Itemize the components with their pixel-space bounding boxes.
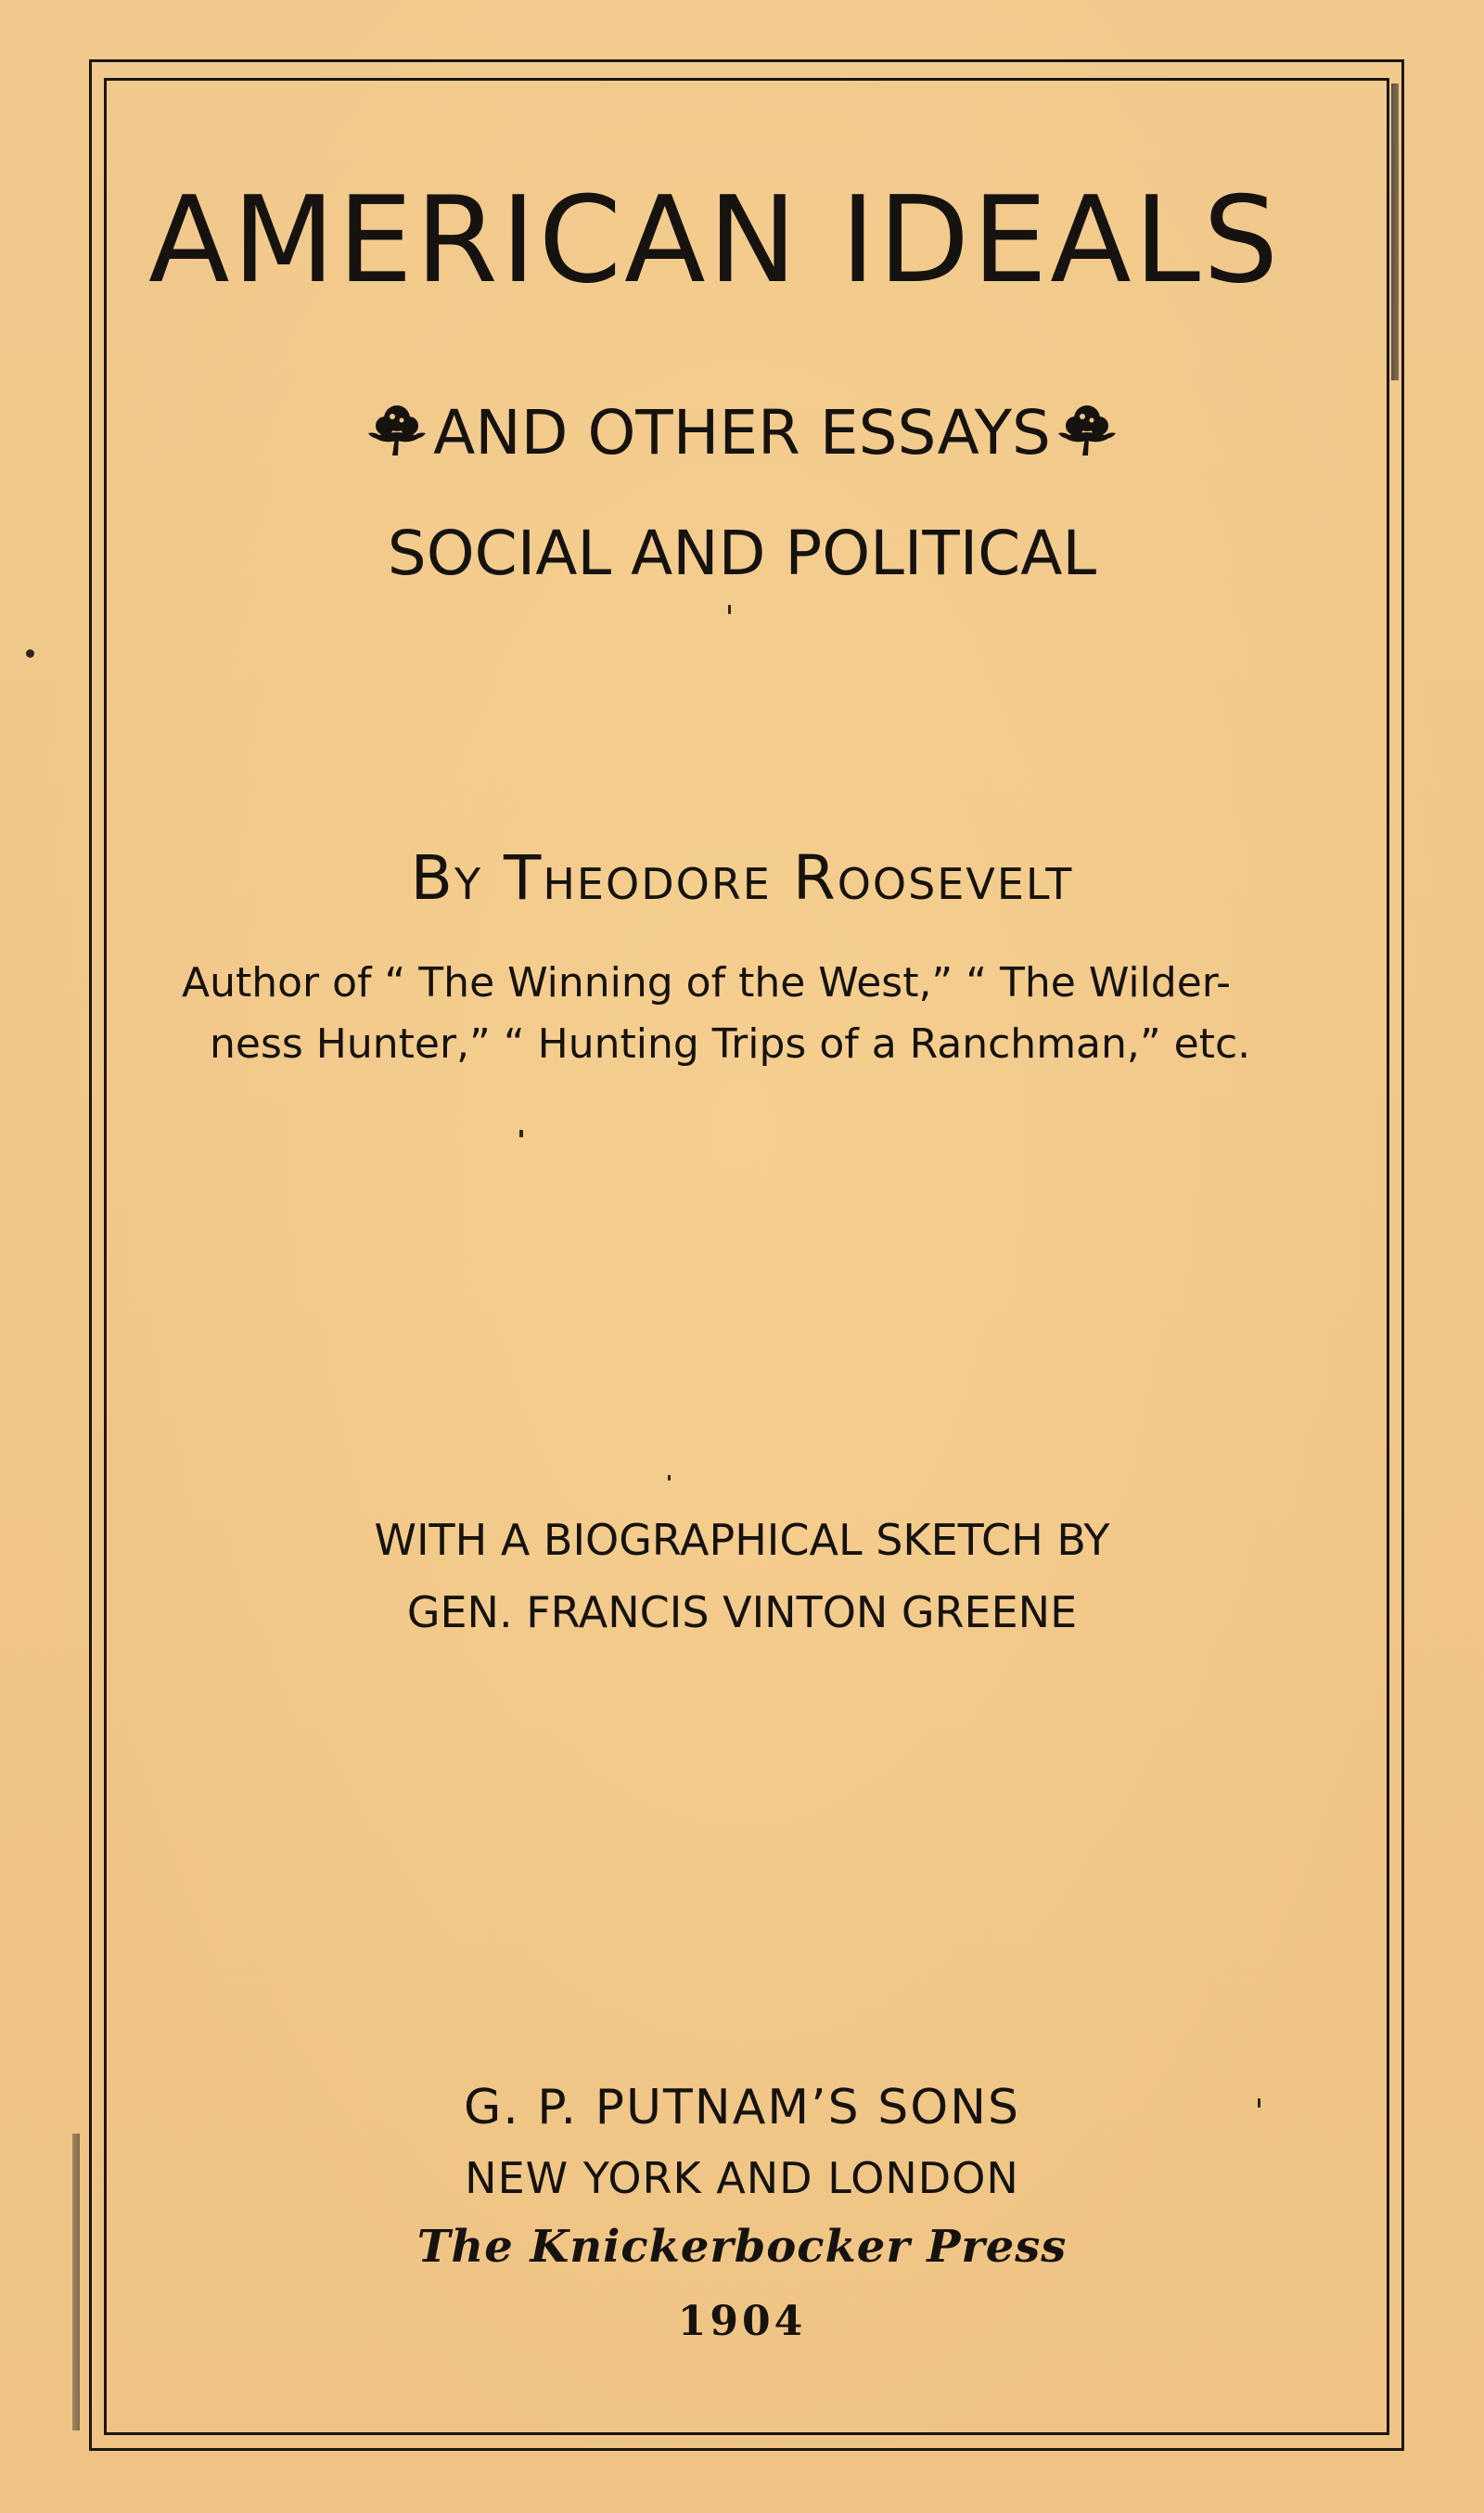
flower-ornament-icon xyxy=(365,396,429,461)
biographical-sketch-line-1: WITH A BIOGRAPHICAL SKETCH BY xyxy=(374,1515,1110,1565)
subtitle-text: AND OTHER ESSAYS xyxy=(433,397,1051,468)
author-byline: By Theodore Roosevelt xyxy=(410,842,1074,914)
paper-speck xyxy=(668,1475,671,1481)
paper-speck xyxy=(728,605,731,614)
author-works-line-2: ness Hunter,” “ Hunting Trips of a Ranchman,” etc. xyxy=(210,1020,1251,1068)
paper-speck xyxy=(26,649,34,658)
subtitle-line-2: SOCIAL AND POLITICAL xyxy=(387,518,1097,589)
binding-edge-shadow xyxy=(1391,83,1399,380)
paper-speck xyxy=(1258,2098,1260,2108)
publisher-name: G. P. PUTNAM’S SONS xyxy=(463,2080,1021,2135)
publisher-cities: NEW YORK AND LONDON xyxy=(465,2153,1019,2203)
author-works-line-1: Author of “ The Winning of the West,” “ The Wilder- xyxy=(182,959,1231,1006)
publication-year: 1904 xyxy=(677,2298,807,2345)
book-title: AMERICAN IDEALS xyxy=(148,172,1282,310)
subtitle-line-1 xyxy=(0,394,1484,472)
paper-speck xyxy=(519,1130,523,1137)
flower-ornament-icon xyxy=(1055,396,1119,461)
press-name: The Knickerbocker Press xyxy=(416,2221,1068,2273)
biographical-sketch-line-2: GEN. FRANCIS VINTON GREENE xyxy=(406,1587,1078,1637)
